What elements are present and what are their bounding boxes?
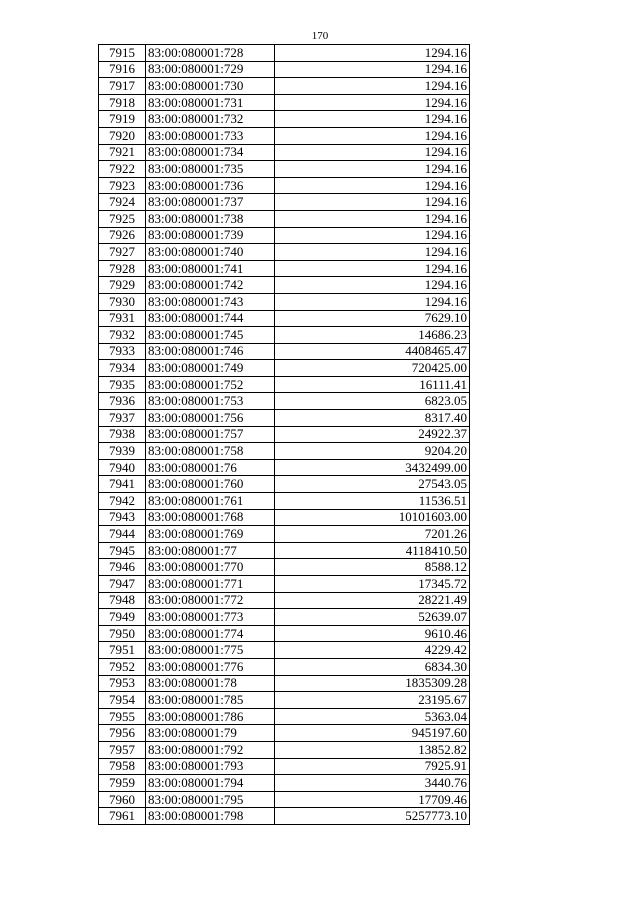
cadastral-value-cell: 5363.04 (275, 708, 470, 725)
cadastral-value-cell: 1294.16 (275, 210, 470, 227)
cadastral-number-cell: 83:00:080001:739 (146, 227, 275, 244)
table-row (99, 459, 470, 476)
cadastral-number-cell: 83:00:080001:743 (146, 293, 275, 310)
row-number-cell: 7960 (99, 791, 146, 808)
table-row (99, 609, 470, 626)
table-row (99, 310, 470, 327)
cadastral-number-cell: 83:00:080001:769 (146, 526, 275, 543)
table-row (99, 775, 470, 792)
row-number-cell: 7939 (99, 443, 146, 460)
table-row (99, 493, 470, 510)
cadastral-number-cell: 83:00:080001:753 (146, 393, 275, 410)
table-row (99, 277, 470, 294)
cadastral-value-cell: 1294.16 (275, 61, 470, 78)
cadastral-value-cell: 4408465.47 (275, 343, 470, 360)
cadastral-value-cell: 52639.07 (275, 609, 470, 626)
table-row (99, 758, 470, 775)
table-row (99, 227, 470, 244)
cadastral-number-cell: 83:00:080001:752 (146, 376, 275, 393)
table-row (99, 327, 470, 344)
cadastral-number-cell: 83:00:080001:758 (146, 443, 275, 460)
row-number-cell: 7941 (99, 476, 146, 493)
cadastral-value-cell: 10101603.00 (275, 509, 470, 526)
cadastral-value-cell: 1294.16 (275, 227, 470, 244)
row-number-cell: 7959 (99, 775, 146, 792)
row-number-cell: 7940 (99, 459, 146, 476)
row-number-cell: 7947 (99, 576, 146, 593)
cadastral-value-cell: 3440.76 (275, 775, 470, 792)
row-number-cell: 7921 (99, 144, 146, 161)
cadastral-value-cell: 6834.30 (275, 658, 470, 675)
cadastral-value-cell: 1294.16 (275, 260, 470, 277)
cadastral-number-cell: 83:00:080001:742 (146, 277, 275, 294)
row-number-cell: 7935 (99, 376, 146, 393)
row-number-cell: 7956 (99, 725, 146, 742)
cadastral-number-cell: 83:00:080001:740 (146, 244, 275, 261)
cadastral-value-cell: 7201.26 (275, 526, 470, 543)
table-row (99, 476, 470, 493)
cadastral-value-cell: 1294.16 (275, 45, 470, 62)
row-number-cell: 7924 (99, 194, 146, 211)
row-number-cell: 7952 (99, 658, 146, 675)
row-number-cell: 7949 (99, 609, 146, 626)
cadastral-number-cell: 83:00:080001:772 (146, 592, 275, 609)
cadastral-value-cell: 6823.05 (275, 393, 470, 410)
cadastral-number-cell: 83:00:080001:77 (146, 542, 275, 559)
row-number-cell: 7920 (99, 127, 146, 144)
cadastral-value-cell: 7925.91 (275, 758, 470, 775)
cadastral-number-cell: 83:00:080001:746 (146, 343, 275, 360)
cadastral-value-cell: 720425.00 (275, 360, 470, 377)
table-row (99, 393, 470, 410)
row-number-cell: 7945 (99, 542, 146, 559)
row-number-cell: 7950 (99, 625, 146, 642)
cadastral-number-cell: 83:00:080001:774 (146, 625, 275, 642)
row-number-cell: 7915 (99, 45, 146, 62)
table-row (99, 360, 470, 377)
table-row (99, 260, 470, 277)
table-row (99, 210, 470, 227)
row-number-cell: 7916 (99, 61, 146, 78)
cadastral-value-cell: 1294.16 (275, 127, 470, 144)
cadastral-number-cell: 83:00:080001:78 (146, 675, 275, 692)
cadastral-value-cell: 4118410.50 (275, 542, 470, 559)
table-row (99, 94, 470, 111)
row-number-cell: 7929 (99, 277, 146, 294)
table-row (99, 443, 470, 460)
cadastral-value-table (98, 44, 470, 825)
table-row (99, 509, 470, 526)
row-number-cell: 7944 (99, 526, 146, 543)
table-row (99, 642, 470, 659)
row-number-cell: 7938 (99, 426, 146, 443)
row-number-cell: 7942 (99, 493, 146, 510)
cadastral-value-cell: 1294.16 (275, 244, 470, 261)
cadastral-number-cell: 83:00:080001:744 (146, 310, 275, 327)
cadastral-value-cell: 28221.49 (275, 592, 470, 609)
cadastral-value-cell: 1294.16 (275, 111, 470, 128)
cadastral-value-cell: 13852.82 (275, 741, 470, 758)
cadastral-value-cell: 1294.16 (275, 144, 470, 161)
table-row (99, 675, 470, 692)
cadastral-value-cell: 16111.41 (275, 376, 470, 393)
table-row (99, 111, 470, 128)
table-row (99, 808, 470, 825)
table-row (99, 791, 470, 808)
table-row (99, 625, 470, 642)
row-number-cell: 7931 (99, 310, 146, 327)
cadastral-value-cell: 1294.16 (275, 78, 470, 95)
row-number-cell: 7932 (99, 327, 146, 344)
table-row (99, 161, 470, 178)
table-row (99, 708, 470, 725)
table-row (99, 526, 470, 543)
cadastral-value-cell: 8317.40 (275, 410, 470, 427)
cadastral-number-cell: 83:00:080001:798 (146, 808, 275, 825)
table-row (99, 410, 470, 427)
cadastral-value-cell: 9610.46 (275, 625, 470, 642)
cadastral-number-cell: 83:00:080001:745 (146, 327, 275, 344)
row-number-cell: 7957 (99, 741, 146, 758)
row-number-cell: 7919 (99, 111, 146, 128)
cadastral-value-cell: 23195.67 (275, 692, 470, 709)
row-number-cell: 7933 (99, 343, 146, 360)
cadastral-value-cell: 3432499.00 (275, 459, 470, 476)
cadastral-value-cell: 17709.46 (275, 791, 470, 808)
cadastral-value-cell: 1294.16 (275, 194, 470, 211)
row-number-cell: 7922 (99, 161, 146, 178)
cadastral-number-cell: 83:00:080001:757 (146, 426, 275, 443)
cadastral-value-cell: 1294.16 (275, 277, 470, 294)
cadastral-value-cell: 945197.60 (275, 725, 470, 742)
cadastral-number-cell: 83:00:080001:770 (146, 559, 275, 576)
table-row (99, 177, 470, 194)
cadastral-number-cell: 83:00:080001:738 (146, 210, 275, 227)
cadastral-number-cell: 83:00:080001:79 (146, 725, 275, 742)
cadastral-value-cell: 1294.16 (275, 161, 470, 178)
row-number-cell: 7936 (99, 393, 146, 410)
cadastral-number-cell: 83:00:080001:761 (146, 493, 275, 510)
table-row (99, 741, 470, 758)
row-number-cell: 7917 (99, 78, 146, 95)
table-row (99, 658, 470, 675)
table-row (99, 144, 470, 161)
table-row (99, 127, 470, 144)
table-row (99, 692, 470, 709)
table-row (99, 576, 470, 593)
cadastral-value-cell: 7629.10 (275, 310, 470, 327)
cadastral-value-cell: 1294.16 (275, 94, 470, 111)
cadastral-number-cell: 83:00:080001:729 (146, 61, 275, 78)
row-number-cell: 7927 (99, 244, 146, 261)
row-number-cell: 7925 (99, 210, 146, 227)
cadastral-number-cell: 83:00:080001:785 (146, 692, 275, 709)
table-row (99, 194, 470, 211)
cadastral-number-cell: 83:00:080001:760 (146, 476, 275, 493)
cadastral-value-cell: 27543.05 (275, 476, 470, 493)
cadastral-value-cell: 5257773.10 (275, 808, 470, 825)
table-row (99, 244, 470, 261)
row-number-cell: 7928 (99, 260, 146, 277)
cadastral-number-cell: 83:00:080001:728 (146, 45, 275, 62)
table-row (99, 45, 470, 62)
page-number: 170 (311, 30, 329, 42)
row-number-cell: 7918 (99, 94, 146, 111)
cadastral-number-cell: 83:00:080001:732 (146, 111, 275, 128)
table-row (99, 592, 470, 609)
cadastral-number-cell: 83:00:080001:733 (146, 127, 275, 144)
cadastral-number-cell: 83:00:080001:756 (146, 410, 275, 427)
table-row (99, 725, 470, 742)
cadastral-value-cell: 1294.16 (275, 293, 470, 310)
cadastral-value-cell: 17345.72 (275, 576, 470, 593)
cadastral-number-cell: 83:00:080001:734 (146, 144, 275, 161)
row-number-cell: 7958 (99, 758, 146, 775)
cadastral-number-cell: 83:00:080001:768 (146, 509, 275, 526)
cadastral-number-cell: 83:00:080001:771 (146, 576, 275, 593)
row-number-cell: 7937 (99, 410, 146, 427)
cadastral-number-cell: 83:00:080001:776 (146, 658, 275, 675)
cadastral-value-cell: 1294.16 (275, 177, 470, 194)
cadastral-value-cell: 9204.20 (275, 443, 470, 460)
table-row (99, 61, 470, 78)
row-number-cell: 7951 (99, 642, 146, 659)
row-number-cell: 7948 (99, 592, 146, 609)
table-row (99, 376, 470, 393)
cadastral-number-cell: 83:00:080001:786 (146, 708, 275, 725)
cadastral-number-cell: 83:00:080001:731 (146, 94, 275, 111)
cadastral-number-cell: 83:00:080001:775 (146, 642, 275, 659)
row-number-cell: 7961 (99, 808, 146, 825)
cadastral-value-cell: 1835309.28 (275, 675, 470, 692)
table-row (99, 293, 470, 310)
cadastral-number-cell: 83:00:080001:792 (146, 741, 275, 758)
cadastral-number-cell: 83:00:080001:741 (146, 260, 275, 277)
table-row (99, 559, 470, 576)
table-row (99, 343, 470, 360)
cadastral-value-cell: 24922.37 (275, 426, 470, 443)
row-number-cell: 7954 (99, 692, 146, 709)
cadastral-number-cell: 83:00:080001:76 (146, 459, 275, 476)
cadastral-number-cell: 83:00:080001:737 (146, 194, 275, 211)
cadastral-value-cell: 4229.42 (275, 642, 470, 659)
cadastral-number-cell: 83:00:080001:773 (146, 609, 275, 626)
row-number-cell: 7955 (99, 708, 146, 725)
cadastral-number-cell: 83:00:080001:735 (146, 161, 275, 178)
row-number-cell: 7953 (99, 675, 146, 692)
cadastral-number-cell: 83:00:080001:793 (146, 758, 275, 775)
cadastral-number-cell: 83:00:080001:794 (146, 775, 275, 792)
cadastral-number-cell: 83:00:080001:730 (146, 78, 275, 95)
row-number-cell: 7923 (99, 177, 146, 194)
row-number-cell: 7943 (99, 509, 146, 526)
table-row (99, 542, 470, 559)
row-number-cell: 7930 (99, 293, 146, 310)
cadastral-value-cell: 11536.51 (275, 493, 470, 510)
cadastral-number-cell: 83:00:080001:749 (146, 360, 275, 377)
table-row (99, 426, 470, 443)
table-body (99, 45, 470, 825)
cadastral-number-cell: 83:00:080001:736 (146, 177, 275, 194)
row-number-cell: 7934 (99, 360, 146, 377)
cadastral-number-cell: 83:00:080001:795 (146, 791, 275, 808)
row-number-cell: 7946 (99, 559, 146, 576)
row-number-cell: 7926 (99, 227, 146, 244)
cadastral-value-cell: 14686.23 (275, 327, 470, 344)
table-row (99, 78, 470, 95)
cadastral-value-cell: 8588.12 (275, 559, 470, 576)
